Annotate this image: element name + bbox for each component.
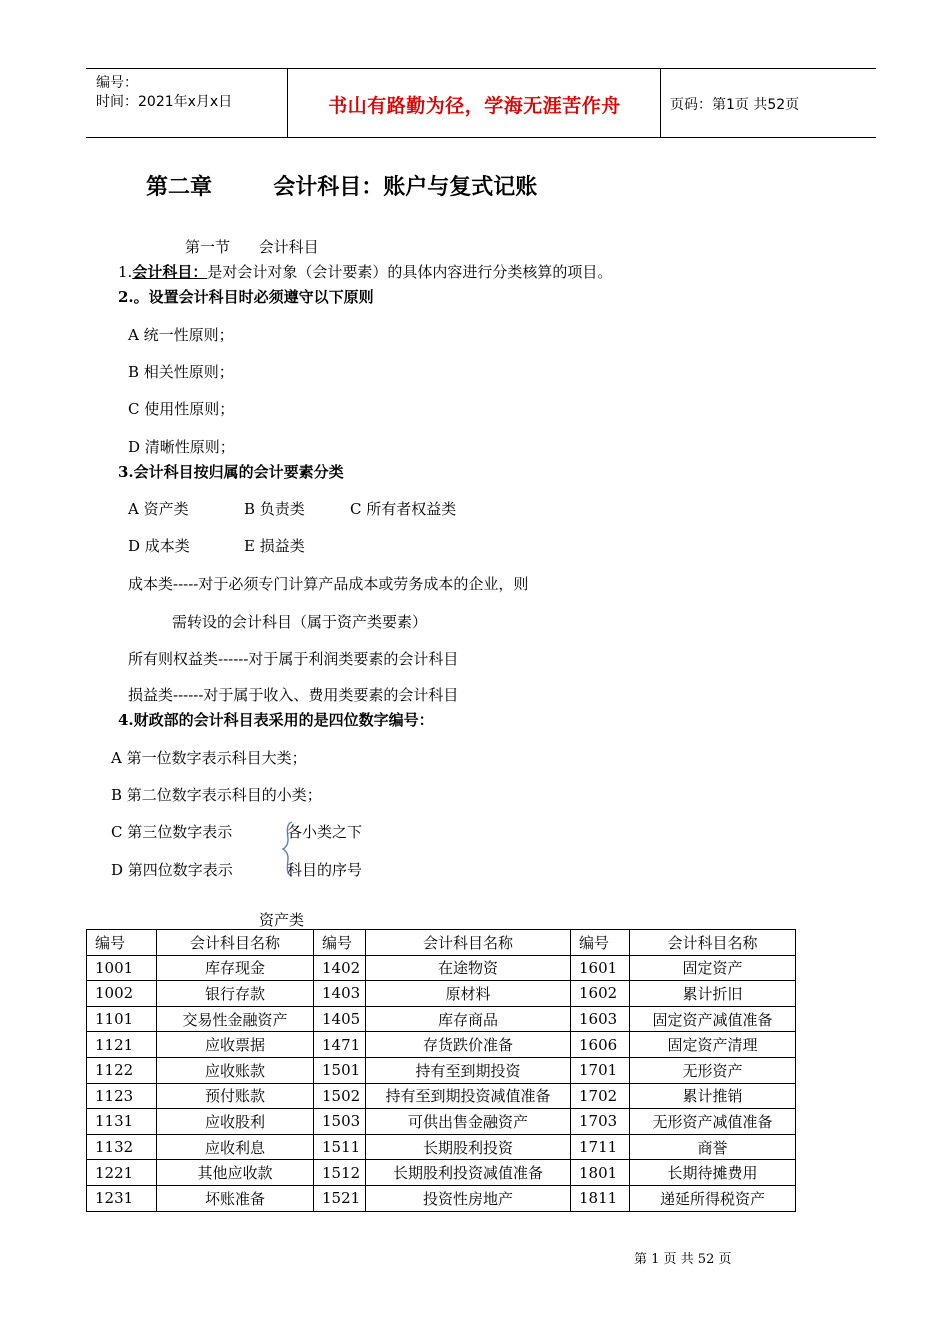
- table-row: [87, 1134, 796, 1160]
- table-cell-name: 应收利息: [157, 1134, 314, 1160]
- table-cell-name: 原材料: [366, 981, 571, 1007]
- table-cell-name: 应收票据: [157, 1032, 314, 1058]
- table-header-row: [87, 930, 796, 956]
- item-1-text: 是对会计对象（会计要素）的具体内容进行分类核算的项目。: [207, 263, 613, 281]
- table-cell-code: 1503: [314, 1109, 366, 1135]
- table-cell-name: 交易性金融资产: [157, 1006, 314, 1032]
- table-row: [87, 1032, 796, 1058]
- table-row: [87, 1109, 796, 1135]
- table-cell-name: 固定资产清理: [630, 1032, 796, 1058]
- item-1-number: 1.: [118, 263, 133, 281]
- table-cell-code: 1512: [314, 1160, 366, 1186]
- table-cell-name: 在途物资: [366, 955, 571, 981]
- table-cell-code: 1606: [571, 1032, 630, 1058]
- chapter-title: 第二章 会计科目：账户与复式记账: [146, 175, 538, 200]
- table-cell-name: 长期待摊费用: [630, 1160, 796, 1186]
- table-cell-name: 应收账款: [157, 1057, 314, 1083]
- header-date: 时间：2021年x月x日: [96, 94, 233, 110]
- table-cell-name: 应收股利: [157, 1109, 314, 1135]
- table-cell-code: 1601: [571, 955, 630, 981]
- table-cell-code: 1801: [571, 1160, 630, 1186]
- table-row: [87, 1185, 796, 1211]
- table-cell-name: 累计折旧: [630, 981, 796, 1007]
- table-cell-name: 可供出售金融资产: [366, 1109, 571, 1135]
- item-3-heading: 3.会计科目按归属的会计要素分类: [118, 463, 344, 481]
- table-header-cell: 编号: [87, 930, 157, 956]
- principle-d: D 清晰性原则；: [128, 438, 235, 456]
- brace-text-sub: 各小类之下: [287, 823, 363, 841]
- table-header-cell: 编号: [314, 930, 366, 956]
- item-1-term: 会计科目：: [132, 263, 208, 281]
- digit-d: D 第四位数字表示: [111, 861, 233, 879]
- table-cell-name: 商誉: [630, 1134, 796, 1160]
- table-row: [87, 1006, 796, 1032]
- table-cell-name: 坏账准备: [157, 1185, 314, 1211]
- table-cell-code: 1502: [314, 1083, 366, 1109]
- table-cell-code: 1132: [87, 1134, 157, 1160]
- table-caption: 资产类: [259, 911, 305, 929]
- table-cell-name: 长期股利投资: [366, 1134, 571, 1160]
- document-header: [86, 68, 876, 138]
- table-cell-name: 存货跌价准备: [366, 1032, 571, 1058]
- table-row: [87, 955, 796, 981]
- table-cell-code: 1131: [87, 1109, 157, 1135]
- table-cell-name: 持有至到期投资减值准备: [366, 1083, 571, 1109]
- category-cost: D 成本类: [128, 537, 190, 555]
- table-cell-name: 库存商品: [366, 1006, 571, 1032]
- category-liability: B 负责类: [244, 500, 305, 518]
- table-cell-code: 1471: [314, 1032, 366, 1058]
- table-cell-code: 1123: [87, 1083, 157, 1109]
- table-cell-code: 1711: [571, 1134, 630, 1160]
- category-profit-loss: E 损益类: [244, 537, 305, 555]
- brace-text-seq: 科目的序号: [287, 861, 363, 879]
- table-cell-code: 1221: [87, 1160, 157, 1186]
- digit-c: C 第三位数字表示: [111, 823, 233, 841]
- table-cell-code: 1403: [314, 981, 366, 1007]
- item-1-definition: [118, 261, 612, 282]
- table-cell-name: 累计推销: [630, 1083, 796, 1109]
- table-cell-name: 无形资产: [630, 1057, 796, 1083]
- table-cell-code: 1122: [87, 1057, 157, 1083]
- table-cell-code: 1511: [314, 1134, 366, 1160]
- principle-c: C 使用性原则；: [128, 400, 235, 418]
- item-2-heading: 2.。设置会计科目时必须遵守以下原则: [118, 288, 374, 306]
- header-number-label: 编号：: [96, 75, 138, 91]
- table-cell-name: 投资性房地产: [366, 1185, 571, 1211]
- table-cell-code: 1701: [571, 1057, 630, 1083]
- table-row: [87, 981, 796, 1007]
- table-cell-name: 银行存款: [157, 981, 314, 1007]
- table-cell-code: 1402: [314, 955, 366, 981]
- note-profit-loss: 损益类------对于属于收入、费用类要素的会计科目: [128, 686, 459, 704]
- table-cell-name: 持有至到期投资: [366, 1057, 571, 1083]
- table-cell-code: 1231: [87, 1185, 157, 1211]
- category-equity: C 所有者权益类: [350, 500, 457, 518]
- table-cell-name: 库存现金: [157, 955, 314, 981]
- table-cell-code: 1521: [314, 1185, 366, 1211]
- category-asset: A 资产类: [128, 500, 189, 518]
- digit-b: B 第二位数字表示科目的小类；: [111, 786, 322, 804]
- table-row: [87, 1083, 796, 1109]
- note-cost: 成本类-----对于必须专门计算产品成本或劳务成本的企业，则: [128, 575, 529, 593]
- table-cell-code: 1101: [87, 1006, 157, 1032]
- table-header-cell: 会计科目名称: [157, 930, 314, 956]
- table-cell-code: 1703: [571, 1109, 630, 1135]
- note-cost-continued: 需转设的会计科目（属于资产类要素）: [172, 613, 428, 631]
- table-cell-code: 1702: [571, 1083, 630, 1109]
- table-cell-code: 1811: [571, 1185, 630, 1211]
- table-cell-code: 1002: [87, 981, 157, 1007]
- principle-b: B 相关性原则；: [128, 363, 234, 381]
- table-cell-name: 固定资产减值准备: [630, 1006, 796, 1032]
- table-cell-name: 无形资产减值准备: [630, 1109, 796, 1135]
- section-title: 第一节 会计科目: [185, 238, 319, 256]
- principle-a: A 统一性原则；: [128, 326, 234, 344]
- table-header-cell: 编号: [571, 930, 630, 956]
- table-cell-name: 递延所得税资产: [630, 1185, 796, 1211]
- table-row: [87, 1160, 796, 1186]
- page-footer: 第 1 页 共 52 页: [634, 1252, 732, 1267]
- header-motto: 书山有路勤为径，学海无涯苦作舟: [328, 95, 621, 117]
- asset-accounts-table: [86, 929, 796, 1212]
- table-header-cell: 会计科目名称: [366, 930, 571, 956]
- table-cell-code: 1602: [571, 981, 630, 1007]
- table-cell-code: 1121: [87, 1032, 157, 1058]
- header-divider-right: [660, 69, 661, 137]
- table-cell-code: 1405: [314, 1006, 366, 1032]
- table-cell-name: 预付账款: [157, 1083, 314, 1109]
- table-cell-name: 固定资产: [630, 955, 796, 981]
- digit-a: A 第一位数字表示科目大类；: [111, 749, 307, 767]
- table-cell-name: 其他应收款: [157, 1160, 314, 1186]
- table-cell-code: 1501: [314, 1057, 366, 1083]
- table-row: [87, 1057, 796, 1083]
- table-cell-name: 长期股利投资减值准备: [366, 1160, 571, 1186]
- header-page-info: 页码：第1页 共52页: [670, 97, 800, 113]
- table-cell-code: 1001: [87, 955, 157, 981]
- item-4-heading: 4.财政部的会计科目表采用的是四位数字编号：: [118, 711, 434, 729]
- table-cell-code: 1603: [571, 1006, 630, 1032]
- table-header-cell: 会计科目名称: [630, 930, 796, 956]
- note-equity: 所有则权益类------对于属于利润类要素的会计科目: [128, 650, 459, 668]
